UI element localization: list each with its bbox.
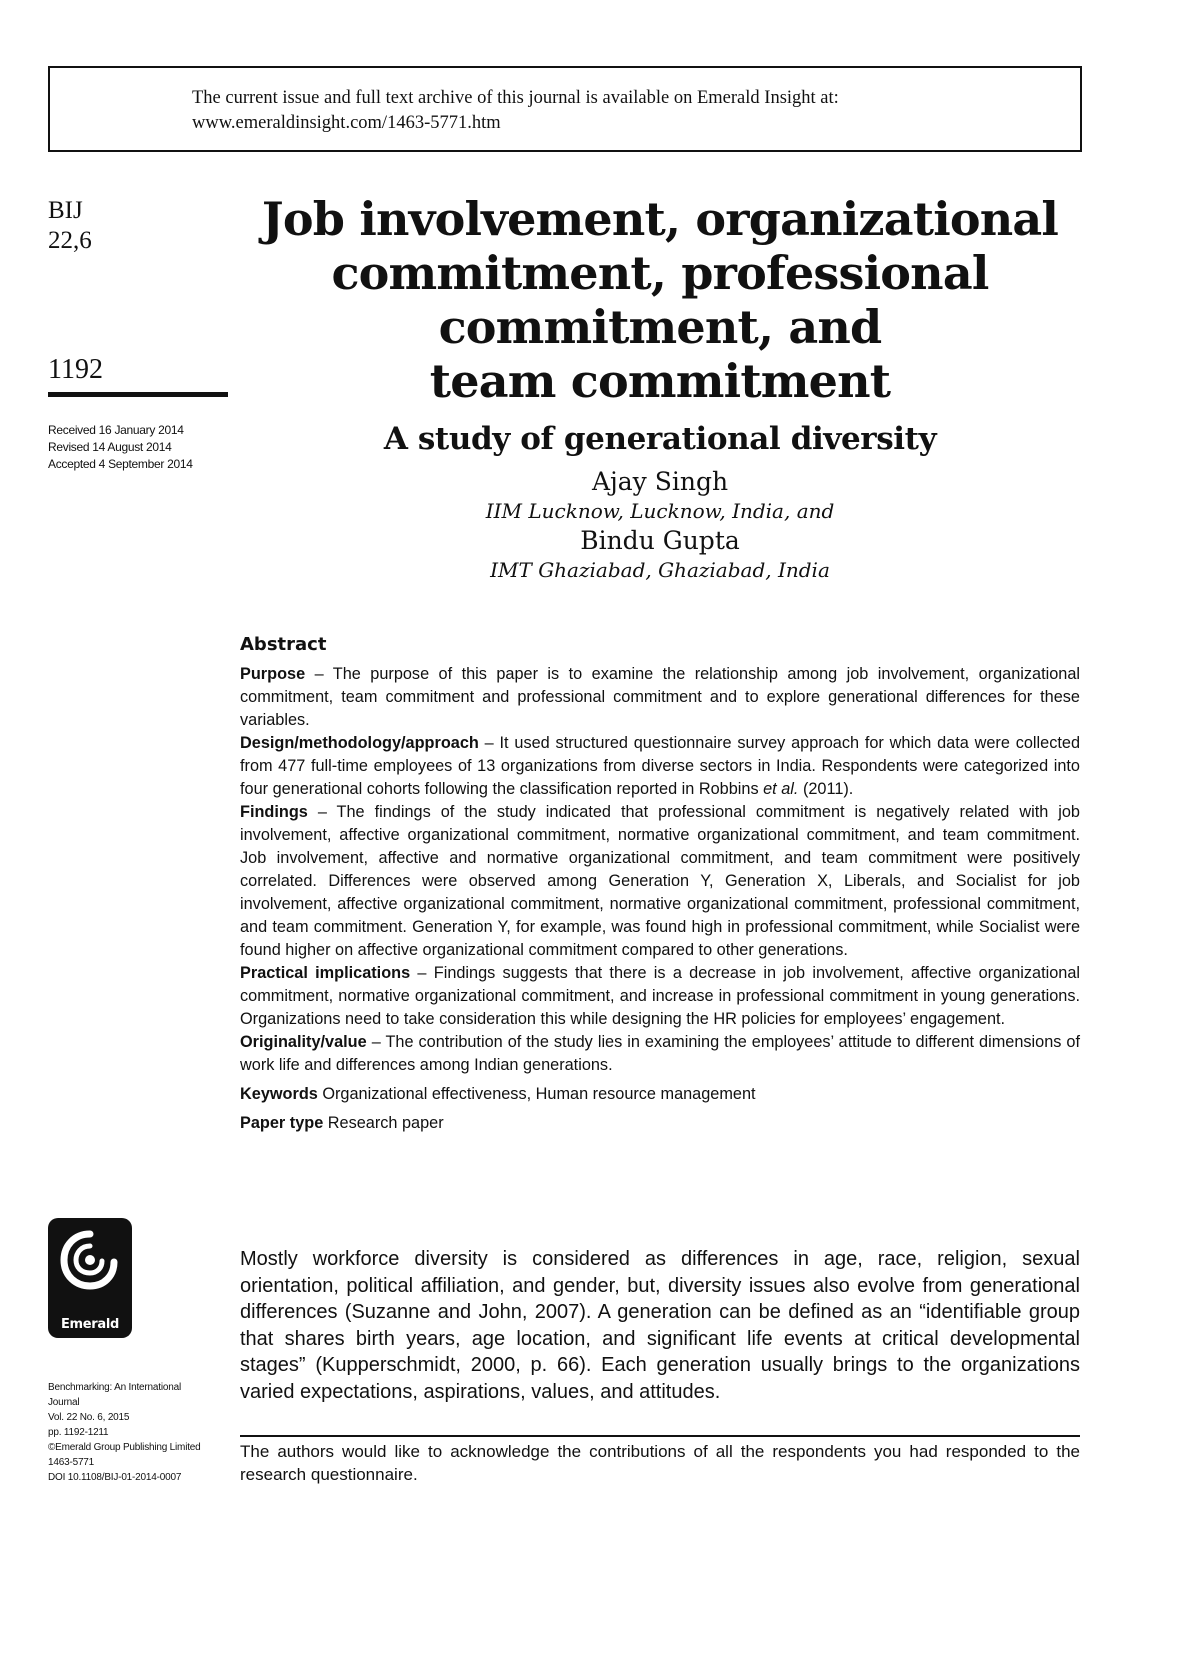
abstract-findings [240,801,1080,962]
citation-line: Vol. 22 No. 6, 2015 [48,1412,130,1423]
journal-name: BIJ [48,197,83,224]
page-number-rule [48,392,228,397]
accepted-date: Accepted 4 September 2014 [48,457,193,471]
abstract-label: Originality/value [240,1033,367,1051]
author-affiliation: IIM Lucknow, Lucknow, India, and [485,499,835,523]
title-line: commitment, professional [331,246,989,300]
abstract-text: – Findings suggests that there is a decrease in job involvement, affective organizational commitment, normative organizational commitment, and increase in professional commitment in young generations. Organizations need to take consideration this while designing the HR policies for employees’ engagement. [240,964,1080,1028]
abstract-text: – The purpose of this paper is to examine the relationship among job involvement, organizational commitment, team commitment and professional commitment and to explore generational differences for these variables. [240,665,1080,729]
footnote-rule [240,1435,1080,1437]
title-line: Job involvement, organizational [261,192,1059,246]
abstract-text: – The findings of the study indicated that professional commitment is negatively related with job involvement, affective organizational commitment, normative organizational commitment, and team commitment. Job involvement, affective and normative organizational commitment, and team commitment were positively correlated. Differences were observed among Generation Y, Generation X, Liberals, and Socialist for job involvement, affective organizational commitment, normative organizational commitment, professional commitment, and team commitment. Generation Y, for example, was found high in professional commitment, while Socialist were found higher on affective organizational commitment compared to other generations. [240,803,1080,959]
page-number: 1192 [48,354,103,385]
citation-doi: DOI 10.1108/BIJ-01-2014-0007 [48,1472,182,1483]
citation-line: Benchmarking: An International [48,1382,181,1393]
abstract-practical [240,962,1080,1031]
citation-line: 1463-5771 [48,1457,95,1468]
journal-url-link[interactable]: www.emeraldinsight.com/1463-5771.htm [192,113,501,133]
title-block [240,192,1080,584]
body-paragraph: Mostly workforce diversity is considered as differences in age, race, religion, sexual orientation, political affiliation, and gender, but, diversity issues also evolve from generational differences (Suzanne and John, 2007). A generation can be defined as an “identifiable group that shares birth years, age location, and significant life events at critical developmental stages” (Kupperschmidt, 2000, p. 66). Each generation usually brings to the organizations varied expectations, aspirations, values, and attitudes. [240,1248,1080,1403]
keywords [240,1083,1080,1106]
paper-title [240,192,1080,408]
abstract-text: (2011). [798,780,854,798]
submission-history [48,422,193,473]
paper-subtitle: A study of generational diversity [383,421,937,457]
abstract-section [240,633,1080,1135]
abstract-etal: et al. [763,780,799,798]
abstract-design [240,732,1080,801]
abstract-label: Purpose [240,665,306,683]
keywords-text: Organizational effectiveness, Human resource management [317,1085,756,1103]
paper-type-text: Research paper [323,1114,444,1132]
title-line: commitment, and [438,300,882,354]
emerald-logo-text: Emerald [60,1317,120,1332]
citation-line: ©Emerald Group Publishing Limited [48,1442,201,1453]
keywords-label: Keywords [240,1085,318,1103]
author-affiliation: IMT Ghaziabad, Ghaziabad, India [490,558,830,582]
abstract-purpose [240,663,1080,732]
revised-date: Revised 14 August 2014 [48,440,172,454]
author-name: Ajay Singh [591,467,729,496]
abstract-originality [240,1031,1080,1077]
abstract-label: Design/methodology/approach [240,734,479,752]
abstract-label: Practical implications [240,964,411,982]
emerald-logo [48,1218,132,1338]
journal-abbreviation [48,196,92,256]
citation-line: Journal [48,1397,80,1408]
abstract-text: – The contribution of the study lies in examining the employees’ attitude to different dimensions of work life and differences among Indian generations. [240,1033,1080,1074]
author-name: Bindu Gupta [580,526,740,555]
title-line: team commitment [429,354,891,408]
journal-volume: 22,6 [48,227,92,254]
paper-type [240,1112,1080,1135]
acknowledgement-footnote: The authors would like to acknowledge the contributions of all the respondents you had responded to the research questionnaire. [240,1442,1080,1484]
journal-availability-text: The current issue and full text archive of this journal is available on Emerald Insight at: [192,88,839,108]
received-date: Received 16 January 2014 [48,423,184,437]
abstract-label: Findings [240,803,308,821]
paper-type-label: Paper type [240,1114,324,1132]
abstract-text: – It used structured questionnaire survey approach for which data were collected from 477 full-time employees of 13 organizations from diverse sectors in India. Respondents were categorized into four generational cohorts following the classification reported in Robbins [240,734,1080,798]
citation-info [48,1380,238,1485]
citation-line: pp. 1192-1211 [48,1427,109,1438]
emerald-swirl-icon [58,1228,122,1306]
abstract-heading: Abstract [240,634,327,655]
